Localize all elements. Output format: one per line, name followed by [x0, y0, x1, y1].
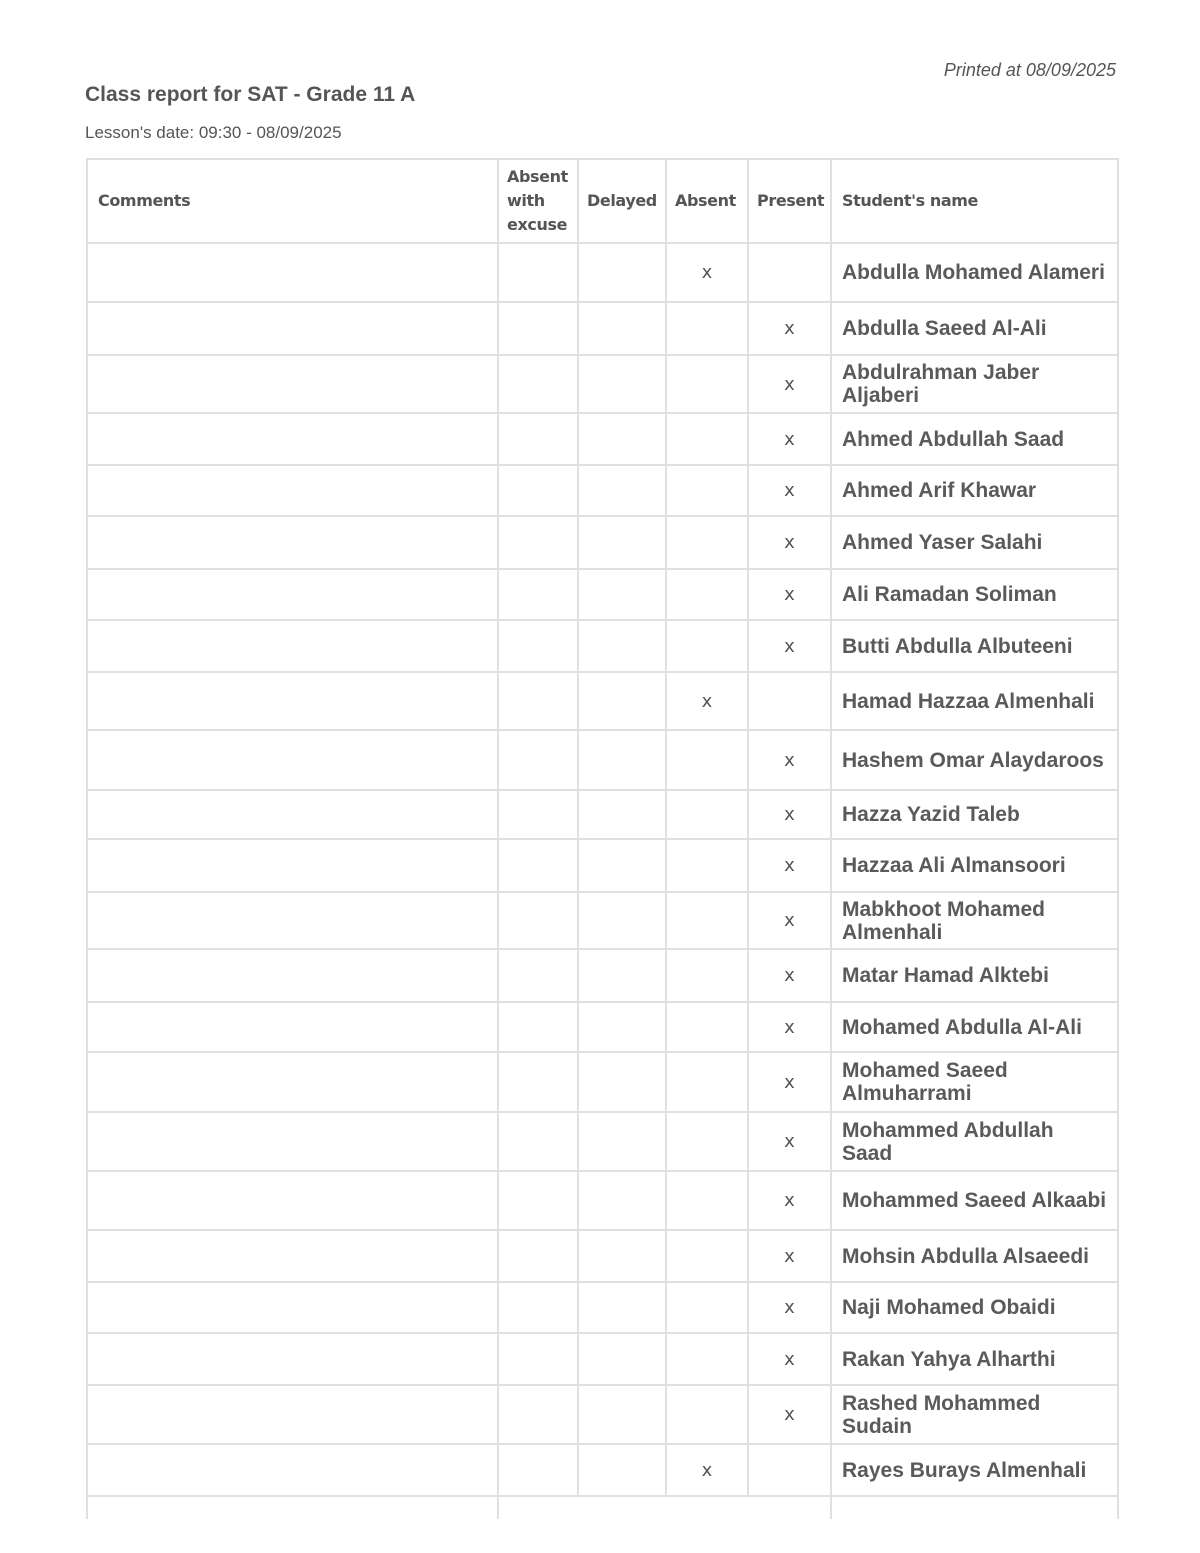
absent-with-excuse-cell — [498, 1052, 578, 1112]
table-row — [87, 730, 1118, 790]
delayed-cell — [578, 949, 666, 1002]
student-name-cell: Ali Ramadan Soliman — [831, 569, 1118, 620]
absent-with-excuse-cell — [498, 1230, 578, 1282]
comments-cell — [87, 1385, 498, 1444]
present-cell: x — [748, 1230, 831, 1282]
present-cell — [748, 672, 831, 730]
table-row — [87, 516, 1118, 569]
student-name-cell: Hazza Yazid Taleb — [831, 790, 1118, 839]
absent-cell — [666, 1112, 748, 1171]
table-row — [87, 1282, 1118, 1333]
absent-cell — [666, 302, 748, 355]
student-name-cell: Abdulla Mohamed Alameri — [831, 243, 1118, 302]
table-row — [87, 569, 1118, 620]
present-cell: x — [748, 620, 831, 672]
empty-cell — [87, 1496, 498, 1519]
lesson-date: Lesson's date: 09:30 - 08/09/2025 — [85, 123, 342, 142]
empty-cell — [666, 1496, 748, 1519]
student-name-cell: Abdulrahman Jaber Aljaberi — [831, 355, 1118, 413]
comments-cell — [87, 730, 498, 790]
absent-cell: x — [666, 672, 748, 730]
comments-cell — [87, 516, 498, 569]
delayed-cell — [578, 516, 666, 569]
delayed-cell — [578, 413, 666, 465]
student-name-cell: Mohamed Abdulla Al-Ali — [831, 1002, 1118, 1052]
delayed-cell — [578, 1002, 666, 1052]
delayed-cell — [578, 1052, 666, 1112]
col-present: Present — [748, 159, 831, 243]
absent-with-excuse-cell — [498, 1112, 578, 1171]
absent-with-excuse-cell — [498, 892, 578, 949]
absent-with-excuse-cell — [498, 302, 578, 355]
delayed-cell — [578, 672, 666, 730]
present-cell: x — [748, 730, 831, 790]
absent-cell — [666, 949, 748, 1002]
student-name-cell: Hazzaa Ali Almansoori — [831, 839, 1118, 892]
table-row — [87, 1171, 1118, 1230]
absent-cell — [666, 839, 748, 892]
absent-with-excuse-cell — [498, 839, 578, 892]
present-cell: x — [748, 892, 831, 949]
absent-with-excuse-cell — [498, 1282, 578, 1333]
student-name-cell: Naji Mohamed Obaidi — [831, 1282, 1118, 1333]
present-cell: x — [748, 465, 831, 516]
absent-cell — [666, 1385, 748, 1444]
present-cell: x — [748, 516, 831, 569]
present-cell: x — [748, 413, 831, 465]
comments-cell — [87, 949, 498, 1002]
absent-with-excuse-cell — [498, 1333, 578, 1385]
student-name-cell: Mohammed Abdullah Saad — [831, 1112, 1118, 1171]
comments-cell — [87, 1333, 498, 1385]
absent-with-excuse-cell — [498, 949, 578, 1002]
delayed-cell — [578, 790, 666, 839]
comments-cell — [87, 892, 498, 949]
empty-cell — [748, 1496, 831, 1519]
comments-cell — [87, 1230, 498, 1282]
col-student-name: Student's name — [831, 159, 1118, 243]
absent-with-excuse-cell — [498, 569, 578, 620]
table-row — [87, 949, 1118, 1002]
absent-with-excuse-cell — [498, 730, 578, 790]
absent-with-excuse-cell — [498, 672, 578, 730]
delayed-cell — [578, 839, 666, 892]
table-row — [87, 413, 1118, 465]
comments-cell — [87, 1444, 498, 1496]
table-row — [87, 1333, 1118, 1385]
student-name-cell: Hamad Hazzaa Almenhali — [831, 672, 1118, 730]
table-row — [87, 243, 1118, 302]
student-name-cell: Ahmed Arif Khawar — [831, 465, 1118, 516]
absent-with-excuse-cell — [498, 1171, 578, 1230]
comments-cell — [87, 1112, 498, 1171]
empty-cell — [831, 1496, 1118, 1519]
delayed-cell — [578, 1385, 666, 1444]
col-comments: Comments — [87, 159, 498, 243]
absent-cell — [666, 1171, 748, 1230]
absent-cell — [666, 1333, 748, 1385]
student-name-cell: Butti Abdulla Albuteeni — [831, 620, 1118, 672]
table-row — [87, 620, 1118, 672]
table-row — [87, 1052, 1118, 1112]
table-row — [87, 465, 1118, 516]
empty-cell — [498, 1496, 578, 1519]
table-row — [87, 1002, 1118, 1052]
comments-cell — [87, 465, 498, 516]
absent-cell — [666, 892, 748, 949]
present-cell — [748, 243, 831, 302]
present-cell: x — [748, 569, 831, 620]
printed-date: Printed at 08/09/2025 — [943, 60, 1116, 80]
student-name-cell: Mohammed Saeed Alkaabi — [831, 1171, 1118, 1230]
comments-cell — [87, 243, 498, 302]
present-cell: x — [748, 1385, 831, 1444]
attendance-table — [86, 158, 1119, 1519]
delayed-cell — [578, 465, 666, 516]
student-name-cell: Ahmed Abdullah Saad — [831, 413, 1118, 465]
comments-cell — [87, 569, 498, 620]
table-row — [87, 892, 1118, 949]
delayed-cell — [578, 355, 666, 413]
absent-with-excuse-cell — [498, 620, 578, 672]
absent-cell — [666, 465, 748, 516]
delayed-cell — [578, 1171, 666, 1230]
absent-cell — [666, 355, 748, 413]
col-delayed: Delayed — [578, 159, 666, 243]
present-cell: x — [748, 1052, 831, 1112]
table-row — [87, 1230, 1118, 1282]
absent-with-excuse-cell — [498, 516, 578, 569]
present-cell: x — [748, 1002, 831, 1052]
absent-cell — [666, 1282, 748, 1333]
student-name-cell: Mohsin Abdulla Alsaeedi — [831, 1230, 1118, 1282]
absent-cell — [666, 1230, 748, 1282]
delayed-cell — [578, 892, 666, 949]
absent-cell: x — [666, 243, 748, 302]
table-row — [87, 1112, 1118, 1171]
table-header-row — [87, 159, 1118, 243]
comments-cell — [87, 302, 498, 355]
delayed-cell — [578, 302, 666, 355]
absent-with-excuse-cell — [498, 1444, 578, 1496]
delayed-cell — [578, 1333, 666, 1385]
student-name-cell: Rashed Mohammed Sudain — [831, 1385, 1118, 1444]
table-row — [87, 1444, 1118, 1496]
table-row — [87, 790, 1118, 839]
absent-cell — [666, 620, 748, 672]
present-cell: x — [748, 355, 831, 413]
delayed-cell — [578, 1112, 666, 1171]
absent-with-excuse-cell — [498, 465, 578, 516]
delayed-cell — [578, 1282, 666, 1333]
present-cell — [748, 1444, 831, 1496]
student-name-cell: Abdulla Saeed Al-Ali — [831, 302, 1118, 355]
absent-cell — [666, 730, 748, 790]
student-name-cell: Hashem Omar Alaydaroos — [831, 730, 1118, 790]
comments-cell — [87, 839, 498, 892]
delayed-cell — [578, 569, 666, 620]
delayed-cell — [578, 730, 666, 790]
table-row — [87, 355, 1118, 413]
present-cell: x — [748, 1171, 831, 1230]
absent-cell — [666, 1052, 748, 1112]
student-name-cell: Rayes Burays Almenhali — [831, 1444, 1118, 1496]
student-name-cell: Mohamed Saeed Almuharrami — [831, 1052, 1118, 1112]
delayed-cell — [578, 243, 666, 302]
comments-cell — [87, 790, 498, 839]
present-cell: x — [748, 302, 831, 355]
student-name-cell: Mabkhoot Mohamed Almenhali — [831, 892, 1118, 949]
present-cell: x — [748, 949, 831, 1002]
comments-cell — [87, 1002, 498, 1052]
absent-cell — [666, 516, 748, 569]
absent-cell — [666, 413, 748, 465]
student-name-cell: Rakan Yahya Alharthi — [831, 1333, 1118, 1385]
table-row — [87, 839, 1118, 892]
comments-cell — [87, 1171, 498, 1230]
absent-cell: x — [666, 1444, 748, 1496]
delayed-cell — [578, 620, 666, 672]
col-absent: Absent — [666, 159, 748, 243]
student-name-cell: Matar Hamad Alktebi — [831, 949, 1118, 1002]
empty-cell — [578, 1496, 666, 1519]
comments-cell — [87, 672, 498, 730]
comments-cell — [87, 413, 498, 465]
absent-with-excuse-cell — [498, 1002, 578, 1052]
present-cell: x — [748, 1333, 831, 1385]
table-row-continuation — [87, 1496, 1118, 1519]
delayed-cell — [578, 1230, 666, 1282]
report-title: Class report for SAT - Grade 11 A — [85, 83, 416, 106]
student-name-cell: Ahmed Yaser Salahi — [831, 516, 1118, 569]
comments-cell — [87, 355, 498, 413]
table-row — [87, 672, 1118, 730]
present-cell: x — [748, 1112, 831, 1171]
absent-with-excuse-cell — [498, 355, 578, 413]
absent-with-excuse-cell — [498, 790, 578, 839]
col-absent-with-excuse: Absent with excuse — [498, 159, 578, 243]
absent-with-excuse-cell — [498, 1385, 578, 1444]
present-cell: x — [748, 1282, 831, 1333]
comments-cell — [87, 1052, 498, 1112]
absent-cell — [666, 569, 748, 620]
absent-with-excuse-cell — [498, 243, 578, 302]
comments-cell — [87, 1282, 498, 1333]
present-cell: x — [748, 839, 831, 892]
present-cell: x — [748, 790, 831, 839]
table-row — [87, 302, 1118, 355]
absent-cell — [666, 1002, 748, 1052]
delayed-cell — [578, 1444, 666, 1496]
absent-with-excuse-cell — [498, 413, 578, 465]
comments-cell — [87, 620, 498, 672]
table-row — [87, 1385, 1118, 1444]
absent-cell — [666, 790, 748, 839]
